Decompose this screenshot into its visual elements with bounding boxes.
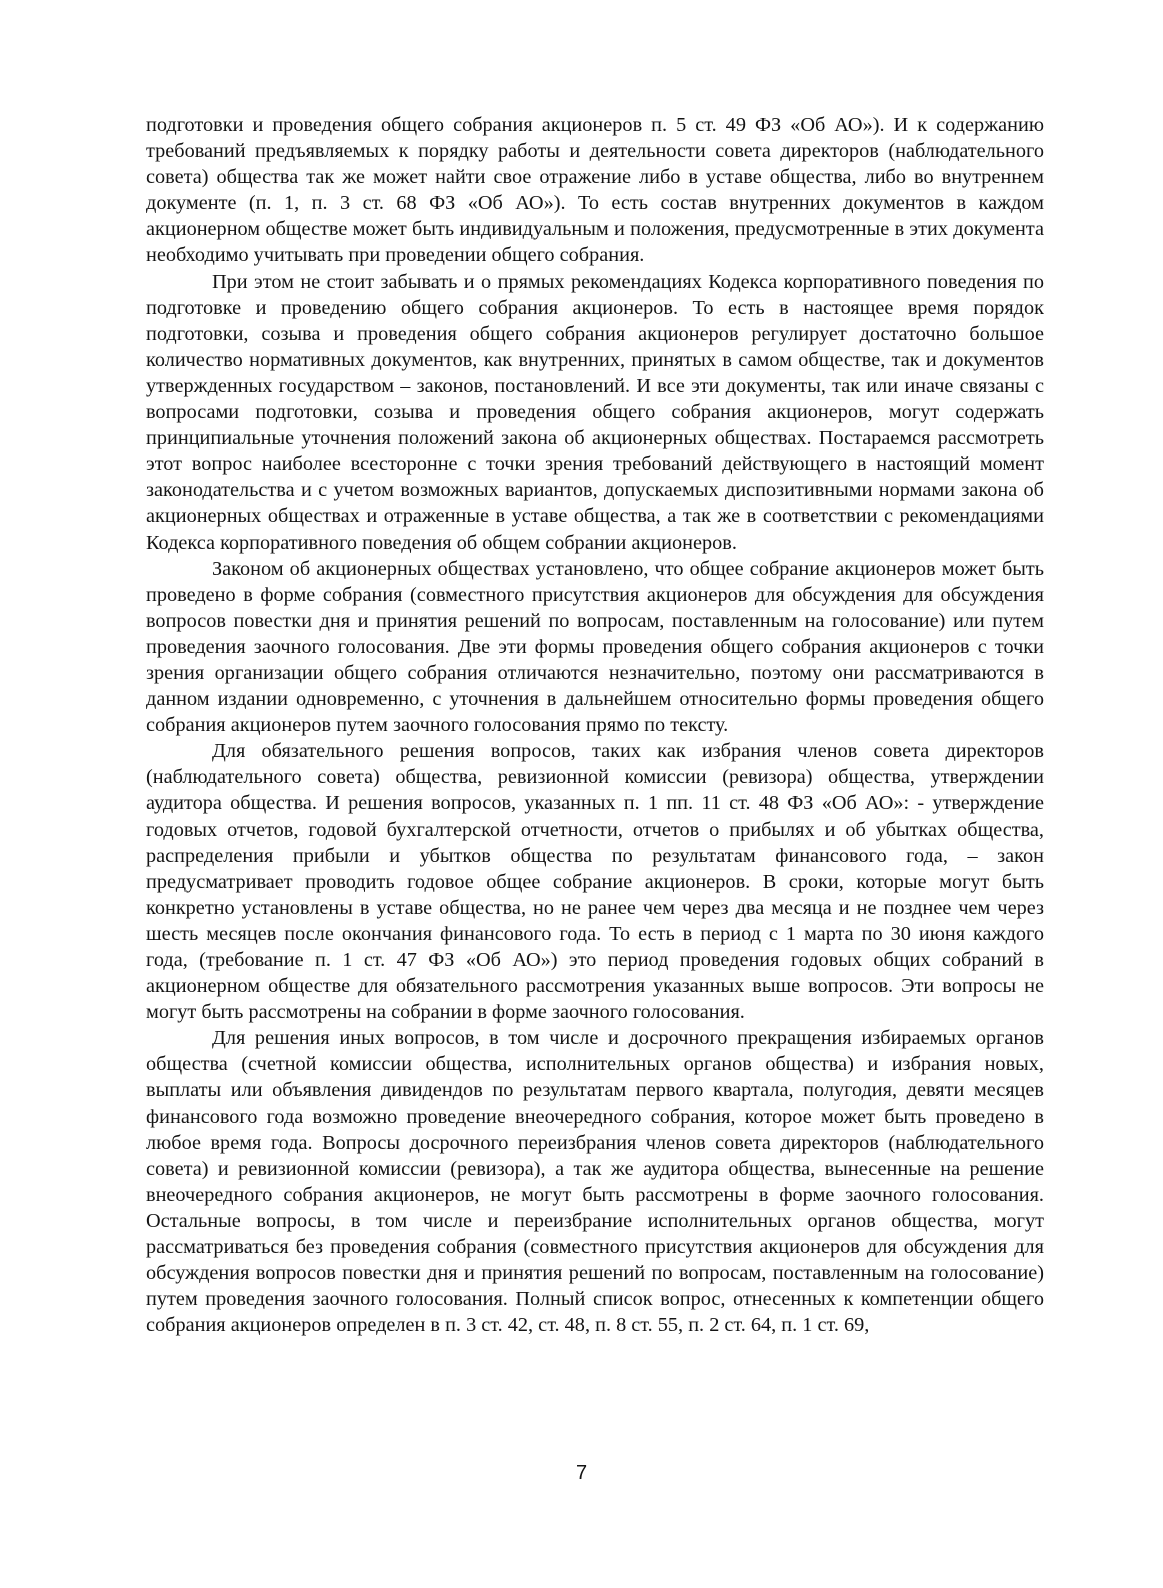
paragraph: Законом об акционерных обществах установлено, что общее собрание акционеров может быть проведено в форме собрания (совместного присутствия акционеров для обсуждения для обсуждения вопросов повестки дня и принятия решений по вопросам, поставленным на голосование) или путем проведения заочного голосования. Две эти формы проведения общего собрания акционеров с точки зрения организации общего собрания отличаются незначительно, поэтому они рассматриваются в данном издании одновременно, с уточнения в дальнейшем относительно формы проведения общего собрания акционеров путем заочного голосования прямо по тексту. bbox=[146, 557, 1044, 737]
body-text bbox=[146, 112, 1044, 1338]
paragraph: Для решения иных вопросов, в том числе и досрочного прекращения избираемых органов общества (счетной комиссии общества, исполнительных органов общества) и избрания новых, выплаты или объявления дивидендов по результатам первого квартала, полугодия, девяти месяцев финансового года возможно проведение внеочередного собрания, которое может быть проведено в любое время года. Вопросы досрочного переизбрания членов совета директоров (наблюдательного совета) и ревизионной комиссии (ревизора), а так же аудитора общества, вынесенные на решение внеочередного собрания акционеров, не могут быть рассмотрены в форме заочного голосования. Остальные вопросы, в том числе и переизбрание исполнительных органов общества, могут рассматриваться без проведения собрания (совместного присутствия акционеров для обсуждения для обсуждения вопросов повестки дня и принятия решений по вопросам, поставленным на голосование) путем проведения заочного голосования. Полный список вопрос, отнесенных к компетенции общего собрания акционеров определен в п. 3 ст. 42, ст. 48, п. 8 ст. 55, п. 2 ст. 64, п. 1 ст. 69, bbox=[146, 1027, 1044, 1337]
paragraph: Для обязательного решения вопросов, таких как избрания членов совета директоров (наблюдательного совета) общества, ревизионной комиссии (ревизора) общества, утверждении аудитора общества. И решения вопросов, указанных п. 1 пп. 11 ст. 48 ФЗ «Об АО»: - утверждение годовых отчетов, годовой бухгалтерской отчетности, отчетов о прибылях и об убытках общества, распределения прибыли и убытков общества по результатам финансового года, – закон предусматривает проводить годовое общее собрание акционеров. В сроки, которые могут быть конкретно установлены в уставе общества, но не ранее чем через два месяца и не позднее чем через шесть месяцев после окончания финансового года. То есть в период с 1 марта по 30 июня каждого года, (требование п. 1 ст. 47 ФЗ «Об АО») это период проведения годовых общих собраний в акционерном обществе для обязательного рассмотрения указанных выше вопросов. Эти вопросы не могут быть рассмотрены на собрании в форме заочного голосования. bbox=[146, 740, 1044, 1024]
paragraph-continuation: подготовки и проведения общего собрания акционеров п. 5 ст. 49 ФЗ «Об АО»). И к содержанию требований предъявляемых к порядку работы и деятельности совета директоров (наблюдательного совета) общества так же может найти свое отражение либо в уставе общества, либо во внутреннем документе (п. 1, п. 3 ст. 68 ФЗ «Об АО»). То есть состав внутренних документов в каждом акционерном обществе может быть индивидуальным и положения, предусмотренные в этих документа необходимо учитывать при проведении общего собрания. bbox=[146, 114, 1044, 267]
page-number: 7 bbox=[575, 1462, 588, 1484]
paragraph: При этом не стоит забывать и о прямых рекомендациях Кодекса корпоративного поведения по подготовке и проведению общего собрания акционеров. То есть в настоящее время порядок подготовки, созыва и проведения общего собрания акционеров регулирует достаточно большое количество нормативных документов, как внутренних, принятых в самом обществе, так и документов утвержденных государством – законов, постановлений. И все эти документы, так или иначе связаны с вопросами подготовки, созыва и проведения общего собрания акционеров, могут содержать принципиальные уточнения положений закона об акционерных обществах. Постараемся рассмотреть этот вопрос наиболее всесторонне с точки зрения требований действующего в настоящий момент законодательства и с учетом возможных вариантов, допускаемых диспозитивными нормами закона об акционерных обществах и отраженные в уставе общества, а так же в соответствии с рекомендациями Кодекса корпоративного поведения об общем собрании акционеров. bbox=[146, 270, 1044, 554]
